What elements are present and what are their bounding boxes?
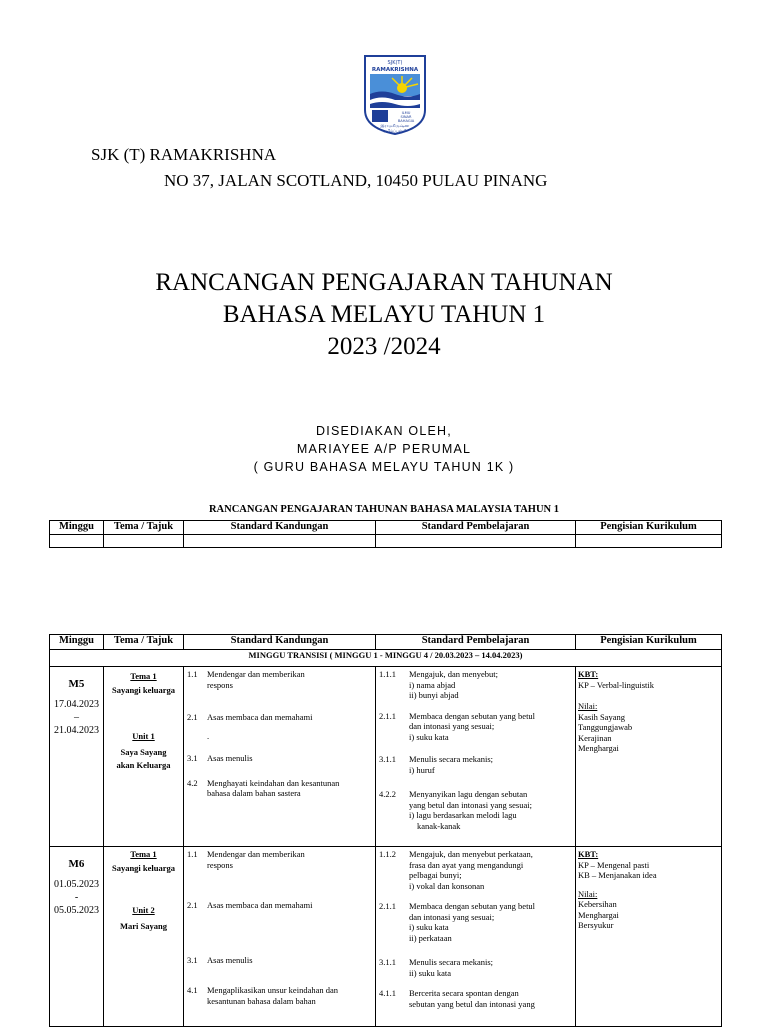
logo-tamil-1: இராமகிருஷ்ண — [380, 123, 410, 128]
standard-text: Asas menulis — [207, 954, 253, 965]
prepared-by-label: DISEDIAKAN OLEH, — [316, 424, 452, 438]
nilai-label: Nilai: — [578, 701, 598, 711]
school-name: SJK (T) RAMAKRISHNA — [91, 145, 277, 164]
column-header: Pengisian Kurikulum — [576, 521, 722, 535]
learning-text: frasa dan ayat yang mengandungi — [409, 859, 524, 870]
nilai-item: Kerajinan — [578, 732, 612, 743]
nilai-item: Tanggungjawab — [578, 722, 633, 732]
curriculum-cell — [576, 667, 722, 847]
standard-text: Asas membaca dan memahami — [207, 712, 313, 722]
week-label: M5 — [68, 678, 85, 690]
teacher-role: ( GURU BAHASA MELAYU TAHUN 1K ) — [253, 460, 515, 474]
learning-standard-cell — [376, 667, 576, 847]
learning-number: 1.1.1 — [379, 669, 396, 679]
standard-text: bahasa dalam bahan sastera — [207, 788, 301, 798]
logo-motto-3: BAHAGIA — [397, 119, 415, 123]
standard-number: 3.1 — [187, 954, 198, 965]
table-row — [50, 667, 722, 847]
standard-text: . — [207, 730, 210, 741]
week-end-date: 21.04.2023 — [54, 725, 99, 736]
nilai-item: Kebersihan — [578, 899, 617, 909]
learning-text: i) lagu berdasarkan melodi lagu — [409, 810, 517, 820]
learning-text: dan intonasi yang sesuai; — [409, 721, 495, 731]
unit-label: Unit 2 — [132, 905, 155, 915]
week-label: M6 — [68, 858, 85, 870]
learning-text: Mengajuk, dan menyebut; — [409, 669, 498, 679]
standard-text: Mendengar dan memberikan — [207, 849, 305, 859]
learning-number: 4.2.2 — [379, 789, 396, 799]
lesson-plan-table — [49, 634, 722, 1027]
standard-text: Asas membaca dan memahami — [207, 900, 313, 910]
learning-text: Menulis secara mekanis; — [409, 754, 494, 764]
column-header: Standard Pembelajaran — [376, 635, 576, 650]
school-address: NO 37, JALAN SCOTLAND, 10450 PULAU PINANG — [164, 171, 548, 190]
week-cell — [50, 667, 104, 847]
teacher-name: MARIAYEE A/P PERUMAL — [296, 442, 472, 456]
document-title-year: 2023 /2024 — [327, 333, 441, 360]
unit-title: Mari Sayang — [120, 921, 167, 931]
standard-text: Mendengar dan memberikan — [207, 669, 305, 679]
standard-number: 4.1 — [187, 985, 198, 995]
nilai-label: Nilai: — [578, 888, 598, 899]
learning-text: i) nama abjad — [409, 679, 456, 690]
logo-tamil-2: தமிழ்ப்பள்ளி — [383, 128, 407, 133]
learning-text: ii) perkataan — [409, 932, 452, 943]
learning-text: Membaca dengan sebutan yang betul — [409, 710, 536, 721]
standard-text: Asas menulis — [207, 753, 253, 763]
standard-text: Menghayati keindahan dan kesantunan — [207, 777, 340, 788]
table-row — [50, 847, 722, 1027]
learning-text: i) suku kata — [409, 922, 449, 932]
learning-text: Menyanyikan lagu dengan sebutan — [409, 789, 528, 799]
learning-standard-cell — [376, 847, 576, 1027]
column-header: Pengisian Kurikulum — [576, 635, 722, 650]
nilai-item: Menghargai — [578, 909, 619, 920]
column-header: Minggu — [50, 635, 104, 650]
logo-top-text: SJK(T) — [387, 60, 403, 66]
kbt-label: KBT: — [578, 669, 599, 679]
standard-number: 2.1 — [187, 712, 198, 722]
theme-cell — [104, 667, 184, 847]
nilai-item: Bersyukur — [578, 920, 614, 930]
learning-text: Membaca dengan sebutan yang betul — [409, 901, 536, 911]
week-start-date: 01.05.2023 — [54, 879, 99, 890]
standard-number: 2.1 — [187, 900, 198, 910]
column-header: Tema / Tajuk — [104, 635, 184, 650]
kbt-item: KP – Mengenal pasti — [578, 859, 650, 870]
standard-number: 3.1 — [187, 753, 198, 763]
week-end-date: 05.05.2023 — [54, 905, 99, 916]
standard-text: respons — [207, 859, 233, 870]
week-cell — [50, 847, 104, 1027]
report-title: RANCANGAN PENGAJARAN TAHUNAN BAHASA MALAYSIA TAHUN 1 — [208, 504, 560, 515]
document-title-line-2: BAHASA MELAYU TAHUN 1 — [222, 301, 546, 328]
learning-number: 2.1.1 — [379, 901, 396, 911]
learning-text: dan intonasi yang sesuai; — [409, 911, 495, 922]
learning-text: ii) bunyi abjad — [409, 690, 459, 700]
column-header: Standard Kandungan — [184, 521, 376, 535]
standard-number: 1.1 — [187, 669, 198, 679]
learning-text: i) suku kata — [409, 731, 449, 742]
learning-text: Bercerita secara spontan dengan — [409, 988, 519, 998]
kbt-item: KB – Menjanakan idea — [578, 870, 657, 880]
learning-text: i) huruf — [409, 764, 435, 775]
learning-number: 2.1.1 — [379, 710, 396, 721]
content-standard-cell — [184, 667, 376, 847]
standard-text: Mengaplikasikan unsur keindahan dan — [207, 985, 339, 995]
column-header: Standard Kandungan — [184, 635, 376, 650]
theme-label: Tema 1 — [130, 849, 157, 859]
theme-title: Sayangi keluarga — [111, 685, 176, 695]
nilai-item: Kasih Sayang — [578, 711, 625, 722]
learning-text: Menulis secara mekanis; — [409, 957, 494, 967]
standard-text: kesantunan bahasa dalam bahan — [207, 995, 316, 1006]
logo-name-text: RAMAKRISHNA — [371, 67, 419, 73]
curriculum-cell — [576, 847, 722, 1027]
learning-text: ii) suku kata — [409, 967, 452, 978]
date-dash: - — [74, 892, 79, 903]
theme-title: Sayangi keluarga — [111, 863, 176, 873]
standard-number: 1.1 — [187, 849, 198, 859]
learning-text: kanak-kanak — [417, 820, 461, 831]
column-header: Standard Pembelajaran — [376, 521, 576, 535]
theme-label: Tema 1 — [130, 671, 157, 681]
unit-label: Unit 1 — [132, 731, 155, 741]
logo-motto-2: SINAR — [400, 115, 412, 119]
learning-number: 1.1.2 — [379, 849, 396, 859]
learning-text: Mengajuk, dan menyebut perkataan, — [409, 849, 533, 859]
transition-week-row: MINGGU TRANSISI ( MINGGU 1 - MINGGU 4 / 20.03.2023 – 14.04.2023) — [50, 650, 722, 667]
logo-motto-1: ILMU — [401, 111, 411, 115]
learning-text: yang betul dan intonasi yang sesuai; — [409, 799, 532, 810]
nilai-item: Menghargai — [578, 743, 619, 753]
unit-title: akan Keluarga — [116, 760, 171, 770]
date-dash: – — [74, 712, 79, 723]
school-logo — [362, 54, 428, 136]
standard-number: 4.2 — [187, 777, 198, 788]
learning-number: 4.1.1 — [379, 988, 396, 998]
standard-text: respons — [207, 679, 233, 690]
kbt-item: KP – Verbal-linguistik — [578, 679, 655, 690]
unit-title: Saya Sayang — [120, 747, 167, 757]
content-standard-cell — [184, 847, 376, 1027]
learning-text: pelbagai bunyi; — [409, 870, 462, 880]
learning-number: 3.1.1 — [379, 957, 396, 967]
column-header: Minggu — [50, 521, 104, 535]
week-start-date: 17.04.2023 — [54, 699, 99, 710]
column-header: Tema / Tajuk — [104, 521, 184, 535]
header-table — [49, 520, 722, 548]
theme-cell — [104, 847, 184, 1027]
learning-text: i) vokal dan konsonan — [409, 880, 485, 891]
learning-number: 3.1.1 — [379, 754, 396, 764]
document-title-line-1: RANCANGAN PENGAJARAN TAHUNAN — [155, 269, 613, 296]
learning-text: sebutan yang betul dan intonasi yang — [409, 998, 535, 1009]
kbt-label: KBT: — [578, 849, 599, 859]
